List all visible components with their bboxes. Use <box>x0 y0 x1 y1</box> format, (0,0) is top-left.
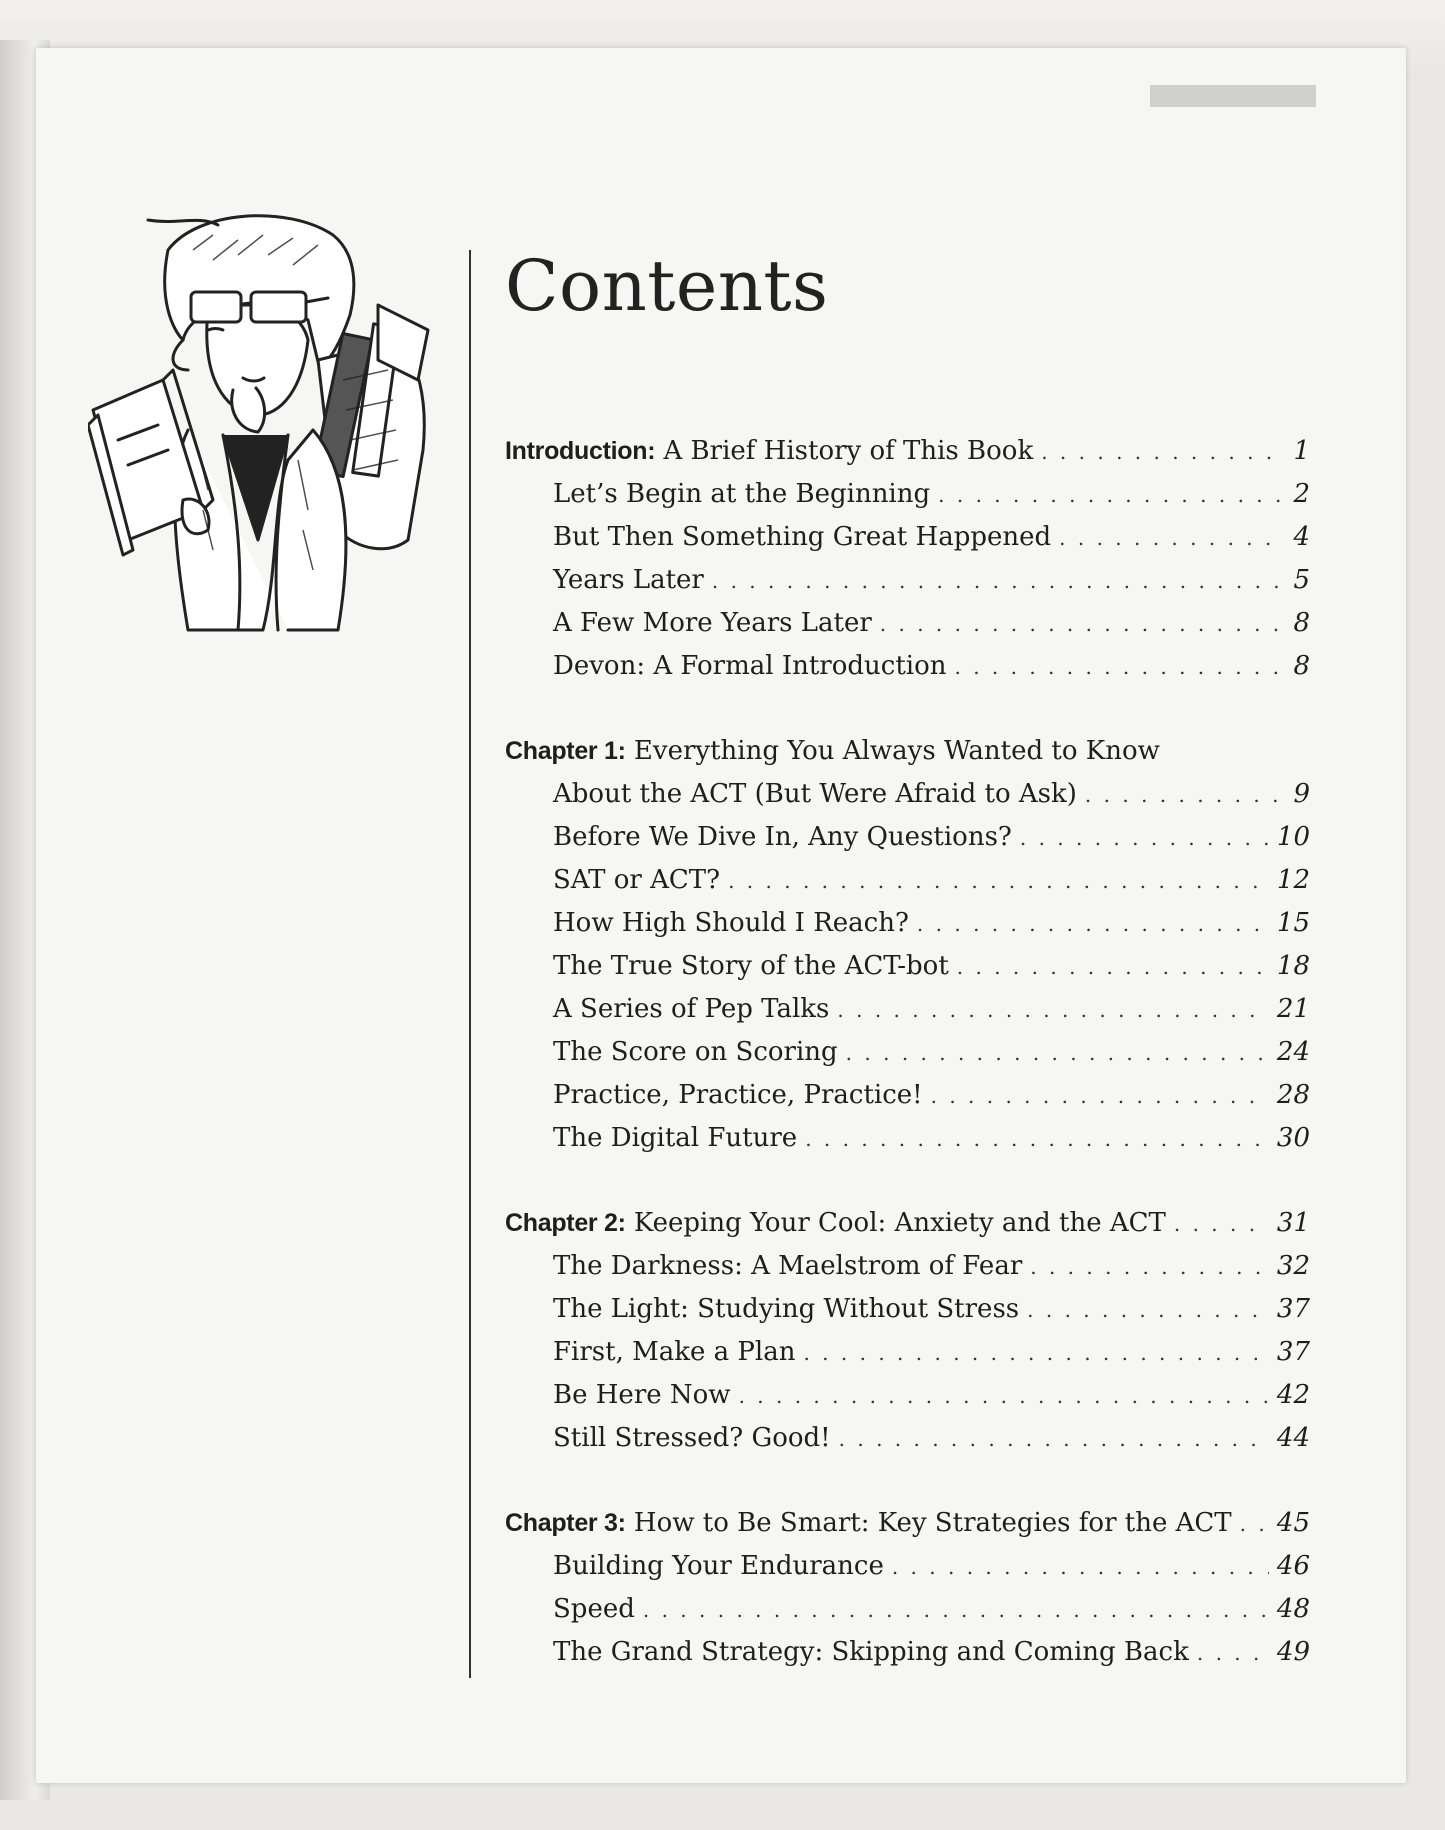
toc-heading-title: A Brief History of This Book <box>655 436 1034 466</box>
toc-entry[interactable] <box>505 1545 1310 1588</box>
toc-heading-prefix: Chapter 3: <box>505 1509 626 1537</box>
toc-entry-title: First, Make a Plan <box>553 1337 796 1367</box>
toc-entry-title: But Then Something Great Happened <box>553 522 1052 552</box>
leader-dots <box>846 1032 1269 1075</box>
toc-entry-title: A Few More Years Later <box>553 608 872 638</box>
toc-entry[interactable] <box>505 1074 1310 1117</box>
page-number: 46 <box>1276 1551 1310 1581</box>
page-number: 18 <box>1276 951 1310 981</box>
page-number: 1 <box>1293 436 1310 466</box>
page-number: 45 <box>1276 1508 1310 1538</box>
leader-dots <box>1174 1203 1269 1246</box>
toc-entry-title: Be Here Now <box>553 1380 731 1410</box>
table-of-contents <box>505 430 1310 1716</box>
page-number: 5 <box>1293 565 1310 595</box>
toc-heading-prefix: Introduction: <box>505 437 656 465</box>
leader-dots <box>917 903 1269 946</box>
toc-heading[interactable] <box>505 1502 1310 1545</box>
toc-entry-title: Years Later <box>553 565 704 595</box>
leader-dots <box>1020 817 1269 860</box>
toc-entry-title: Still Stressed? Good! <box>553 1423 831 1453</box>
toc-entry[interactable] <box>505 1245 1310 1288</box>
page-number: 9 <box>1293 779 1310 809</box>
toc-section-introduction <box>505 430 1310 688</box>
page-number: 49 <box>1276 1637 1310 1667</box>
leader-dots <box>957 946 1269 989</box>
page-number: 37 <box>1276 1294 1310 1324</box>
page-header-tab <box>1150 85 1316 107</box>
toc-entry-title: The Light: Studying Without Stress <box>553 1294 1020 1324</box>
page-number: 10 <box>1276 822 1310 852</box>
leader-dots <box>712 560 1284 603</box>
toc-heading-title: Keeping Your Cool: Anxiety and the ACT <box>625 1208 1166 1238</box>
page-number: 12 <box>1276 865 1310 895</box>
leader-dots <box>803 1332 1268 1375</box>
toc-heading-title-cont: About the ACT (But Were Afraid to Ask) <box>553 779 1077 809</box>
leader-dots <box>1085 774 1284 817</box>
page-number: 48 <box>1276 1594 1310 1624</box>
leader-dots <box>1240 1503 1269 1546</box>
page-number: 2 <box>1293 479 1310 509</box>
vertical-divider <box>469 250 471 1678</box>
page-number: 30 <box>1276 1123 1310 1153</box>
student-illustration <box>88 210 468 650</box>
toc-entry-title: The Darkness: A Maelstrom of Fear <box>553 1251 1023 1281</box>
toc-section-chapter-3 <box>505 1502 1310 1674</box>
toc-entry[interactable] <box>505 1288 1310 1331</box>
toc-entry[interactable] <box>505 1117 1310 1160</box>
toc-entry[interactable] <box>505 516 1310 559</box>
toc-entry-title: Before We Dive In, Any Questions? <box>553 822 1012 852</box>
toc-entry-title: Building Your Endurance <box>553 1551 884 1581</box>
leader-dots <box>1030 1246 1269 1289</box>
toc-entry-title: How High Should I Reach? <box>553 908 909 938</box>
page-number: 8 <box>1293 608 1310 638</box>
toc-entry-title: The Grand Strategy: Skipping and Coming Back <box>553 1637 1189 1667</box>
toc-heading[interactable] <box>505 1202 1310 1245</box>
toc-entry-title: The True Story of the ACT-bot <box>553 951 949 981</box>
toc-section-chapter-2 <box>505 1202 1310 1460</box>
toc-entry-title: SAT or ACT? <box>553 865 721 895</box>
toc-heading-continuation[interactable] <box>505 773 1310 816</box>
toc-entry[interactable] <box>505 1631 1310 1674</box>
toc-entry[interactable] <box>505 559 1310 602</box>
page-number: 37 <box>1276 1337 1310 1367</box>
leader-dots <box>643 1589 1269 1632</box>
toc-section-chapter-1 <box>505 730 1310 1160</box>
page-number: 24 <box>1276 1037 1310 1067</box>
page-number: 21 <box>1276 994 1310 1024</box>
leader-dots <box>1041 431 1284 474</box>
toc-entry[interactable] <box>505 988 1310 1031</box>
page-number: 8 <box>1293 651 1310 681</box>
page-number: 32 <box>1276 1251 1310 1281</box>
page-number: 44 <box>1276 1423 1310 1453</box>
toc-heading[interactable] <box>505 730 1310 773</box>
page-number: 42 <box>1276 1380 1310 1410</box>
leader-dots <box>954 646 1284 689</box>
toc-entry-title: Devon: A Formal Introduction <box>553 651 947 681</box>
toc-entry-title: Practice, Practice, Practice! <box>553 1080 923 1110</box>
leader-dots <box>880 603 1284 646</box>
leader-dots <box>1197 1632 1269 1675</box>
toc-heading[interactable] <box>505 430 1310 473</box>
page-number: 31 <box>1276 1208 1310 1238</box>
page-number: 4 <box>1293 522 1310 552</box>
page-number: 15 <box>1276 908 1310 938</box>
leader-dots <box>1027 1289 1269 1332</box>
leader-dots <box>839 1418 1269 1461</box>
toc-entry[interactable] <box>505 1417 1310 1460</box>
leader-dots <box>739 1375 1269 1418</box>
toc-heading-title: How to Be Smart: Key Strategies for the ACT <box>625 1508 1232 1538</box>
toc-entry[interactable] <box>505 602 1310 645</box>
leader-dots <box>931 1075 1269 1118</box>
toc-entry[interactable] <box>505 1031 1310 1074</box>
toc-entry[interactable] <box>505 1588 1310 1631</box>
leader-dots <box>938 474 1284 517</box>
page-number: 28 <box>1276 1080 1310 1110</box>
leader-dots <box>1059 517 1284 560</box>
toc-entry-title: The Digital Future <box>553 1123 798 1153</box>
toc-entry-title: Let’s Begin at the Beginning <box>553 479 931 509</box>
toc-entry[interactable] <box>505 1374 1310 1417</box>
toc-entry[interactable] <box>505 1331 1310 1374</box>
leader-dots <box>892 1546 1269 1589</box>
toc-entry[interactable] <box>505 816 1310 859</box>
leader-dots <box>805 1118 1269 1161</box>
toc-entry[interactable] <box>505 645 1310 688</box>
toc-entry[interactable] <box>505 902 1310 945</box>
toc-heading-title: Everything You Always Wanted to Know <box>625 736 1160 766</box>
page-title: Contents <box>505 245 829 327</box>
toc-entry[interactable] <box>505 859 1310 902</box>
toc-entry[interactable] <box>505 945 1310 988</box>
leader-dots <box>728 860 1269 903</box>
toc-entry[interactable] <box>505 473 1310 516</box>
toc-entry-title: The Score on Scoring <box>553 1037 838 1067</box>
leader-dots <box>837 989 1269 1032</box>
toc-heading-prefix: Chapter 1: <box>505 737 626 765</box>
toc-entry-title: A Series of Pep Talks <box>553 994 830 1024</box>
toc-entry-title: Speed <box>553 1594 635 1624</box>
toc-heading-prefix: Chapter 2: <box>505 1209 626 1237</box>
